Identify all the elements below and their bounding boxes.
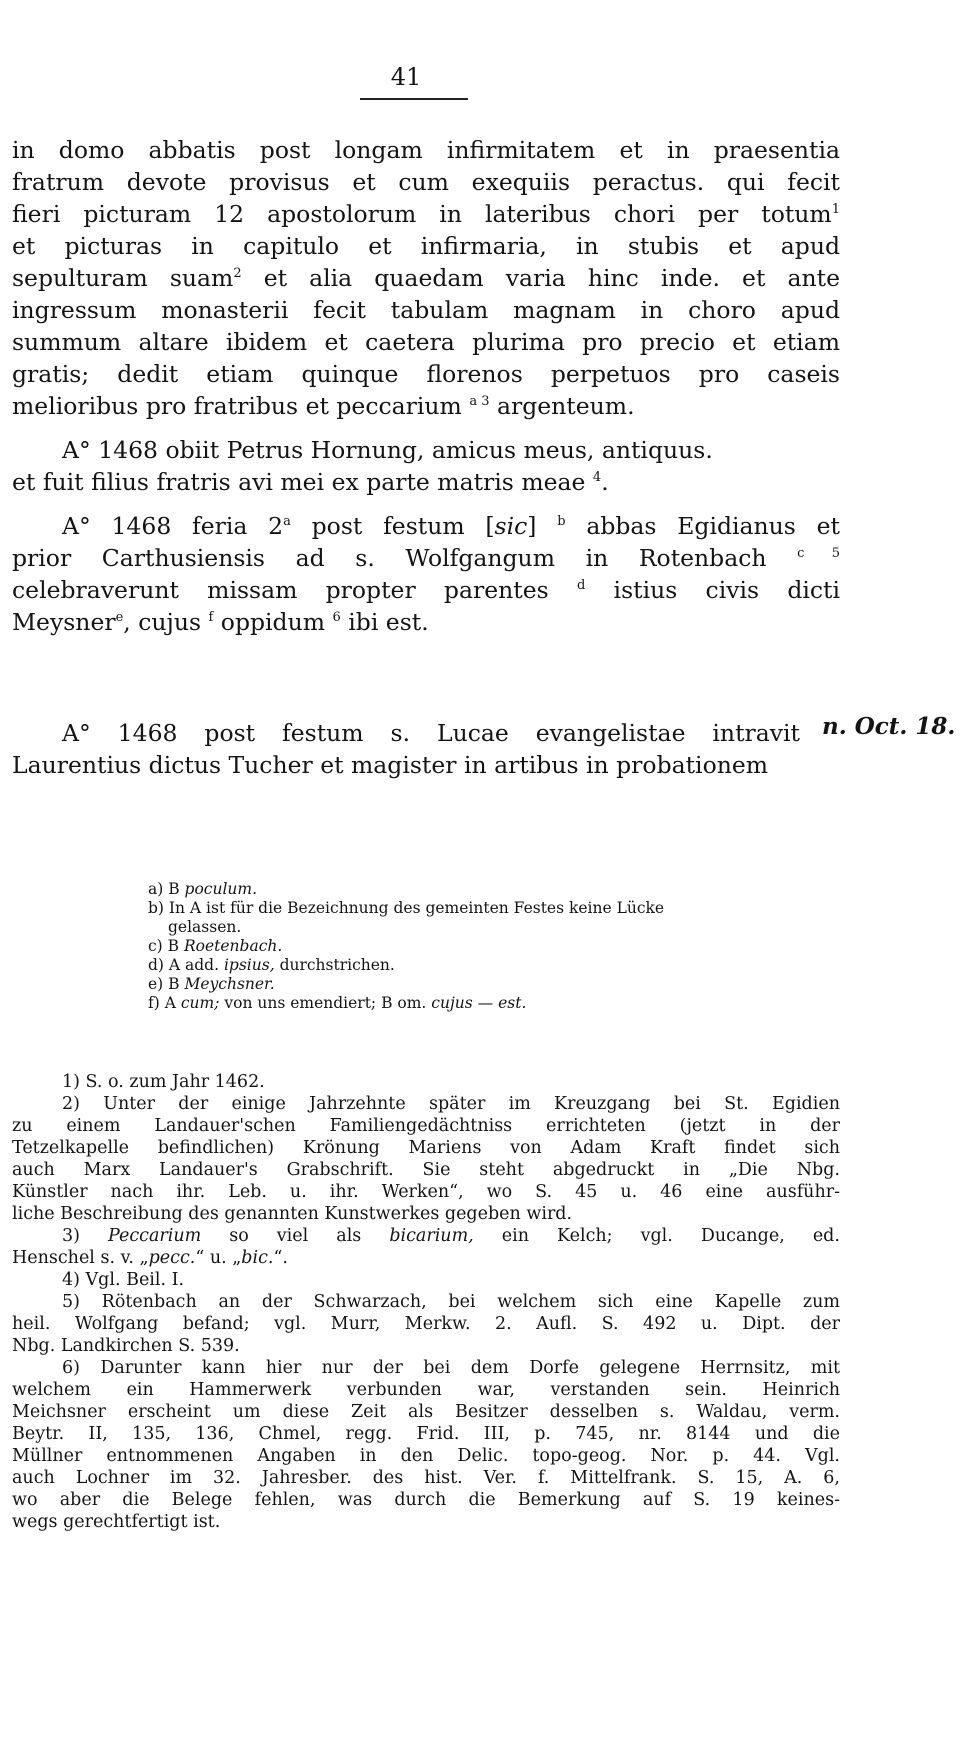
text-segment: — bbox=[477, 994, 494, 1012]
italic-text: bic. bbox=[241, 1248, 274, 1268]
footnote-line: Tetzelkapelle befindlichen) Krönung Mariens von Adam Kraft findet sich bbox=[12, 1138, 840, 1158]
footnote-line: wegs gerechtfertigt ist. bbox=[12, 1512, 221, 1532]
text-segment: argenteum. bbox=[496, 392, 635, 420]
text-line bbox=[12, 606, 840, 638]
text-line bbox=[12, 542, 840, 574]
text-line: et picturas in capitulo et infirmaria, in stubis et apud bbox=[12, 232, 840, 260]
text-segment: fieri picturam 12 apostolorum in lateribus chori per totum bbox=[12, 200, 832, 228]
italic-text: Meychsner. bbox=[184, 975, 275, 993]
variant-marker: d bbox=[576, 578, 586, 593]
variant-marker: a 3 bbox=[469, 394, 490, 409]
text-segment: post festum [ bbox=[311, 512, 495, 540]
sic-note: sic bbox=[494, 512, 528, 540]
margin-date-note: n. Oct. 18. bbox=[822, 713, 956, 740]
text-segment: “. bbox=[273, 1248, 288, 1268]
text-segment: Meysner bbox=[12, 608, 116, 636]
text-line: gratis; dedit etiam quinque florenos perpetuos pro caseis bbox=[12, 360, 840, 388]
text-line bbox=[62, 510, 840, 542]
text-line: summum altare ibidem et caetera plurima pro precio et etiam bbox=[12, 328, 840, 356]
footnote-marker: 1 bbox=[831, 202, 840, 217]
text-segment: so viel als bbox=[229, 1226, 362, 1246]
text-segment: melioribus pro fratribus et peccarium bbox=[12, 392, 462, 420]
italic-text: Peccarium bbox=[108, 1226, 202, 1246]
variant-marker: b bbox=[557, 514, 566, 529]
footnote-line: zu einem Landauer'schen Familiengedächtniss errichteten (jetzt in der bbox=[12, 1116, 840, 1136]
footnote-marker: 6 bbox=[332, 610, 341, 625]
variant-note bbox=[148, 994, 836, 1013]
text-segment: Henschel s. v. „ bbox=[12, 1248, 149, 1268]
text-line: A° 1468 obiit Petrus Hornung, amicus meus, antiquus. bbox=[62, 436, 713, 464]
text-segment: et alia quaedam varia hinc inde. et ante bbox=[263, 264, 840, 292]
text-segment: oppidum bbox=[220, 608, 326, 636]
footnote: 4) Vgl. Beil. I. bbox=[62, 1270, 185, 1290]
text-line: ingressum monasterii fecit tabulam magnam in choro apud bbox=[12, 296, 840, 324]
variant-note: b) In A ist für die Bezeichnung des gemeinten Festes keine Lücke bbox=[148, 899, 665, 917]
text-line bbox=[12, 390, 840, 422]
footnote-line: Meichsner erscheint um diese Zeit als Besitzer desselben s. Waldau, verm. bbox=[12, 1402, 840, 1422]
footnote-line: heil. Wolfgang befand; vgl. Murr, Merkw. 2. Aufl. S. 492 u. Dipt. der bbox=[12, 1314, 840, 1334]
italic-text: pecc. bbox=[148, 1248, 196, 1268]
text-line bbox=[12, 574, 840, 606]
text-segment: ] bbox=[527, 512, 537, 540]
text-line: Laurentius dictus Tucher et magister in artibus in probationem bbox=[12, 751, 769, 779]
footnote-line: auch Lochner im 32. Jahresber. des hist. Ver. f. Mittelfrank. S. 15, A. 6, bbox=[12, 1468, 840, 1488]
text-line bbox=[12, 262, 840, 294]
text-segment: d) A add. bbox=[148, 956, 220, 974]
text-line bbox=[12, 198, 840, 230]
text-segment: et fuit filius fratris avi mei ex parte matris meae bbox=[12, 468, 586, 496]
footnote-line: 5) Rötenbach an der Schwarzach, bei welchem sich eine Kapelle zum bbox=[62, 1292, 840, 1312]
italic-text: poculum. bbox=[184, 880, 258, 898]
italic-text: est. bbox=[498, 994, 527, 1012]
variant-note: gelassen. bbox=[168, 918, 242, 936]
text-segment: A° 1468 feria 2 bbox=[62, 512, 284, 540]
italic-text: ipsius, bbox=[223, 956, 275, 974]
footnote-line: Nbg. Landkirchen S. 539. bbox=[12, 1336, 240, 1356]
text-segment: f) A bbox=[148, 994, 176, 1012]
footnote-line: Müllner entnommenen Angaben in den Delic. topo-geog. Nor. p. 44. Vgl. bbox=[12, 1446, 840, 1466]
text-segment: von uns emendiert; B om. bbox=[224, 994, 427, 1012]
footnote-line: Künstler nach ihr. Leb. u. ihr. Werken“, wo S. 45 u. 46 eine ausführ- bbox=[12, 1182, 840, 1202]
text-segment: durchstrichen. bbox=[279, 956, 395, 974]
text-line: fratrum devote provisus et cum exequiis peractus. qui fecit bbox=[12, 168, 840, 196]
footnote-line: Beytr. II, 135, 136, Chmel, regg. Frid. III, p. 745, nr. 8144 und die bbox=[12, 1424, 840, 1444]
text-segment: e) B bbox=[148, 975, 180, 993]
variant-note bbox=[148, 937, 836, 956]
text-segment: , cujus bbox=[123, 608, 202, 636]
footnote-line: auch Marx Landauer's Grabschrift. Sie steht abgedruckt in „Die Nbg. bbox=[12, 1160, 840, 1180]
variant-note bbox=[148, 880, 836, 899]
footnote-marker: 4 bbox=[592, 470, 602, 485]
text-segment: sepulturam suam bbox=[12, 264, 234, 292]
text-line: A° 1468 post festum s. Lucae evangelistae intravit bbox=[62, 719, 800, 747]
text-segment: istius civis dicti bbox=[613, 576, 840, 604]
text-segment: a) B bbox=[148, 880, 180, 898]
italic-text: cum; bbox=[180, 994, 220, 1012]
footnote-line bbox=[62, 1225, 840, 1247]
text-segment: celebraverunt missam propter parentes bbox=[12, 576, 549, 604]
footnote-line: 6) Darunter kann hier nur der bei dem Dorfe gelegene Herrnsitz, mit bbox=[62, 1358, 840, 1378]
variant-marker: f bbox=[208, 610, 214, 625]
footnote-marker: 2 bbox=[233, 266, 242, 281]
page-number: 41 bbox=[390, 63, 422, 91]
text-segment: “ u. „ bbox=[195, 1248, 242, 1268]
text-segment: . bbox=[601, 468, 609, 496]
text-segment: prior Carthusiensis ad s. Wolfgangum in Rotenbach bbox=[12, 544, 767, 572]
page-number-rule bbox=[360, 98, 468, 100]
text-segment: 3) bbox=[62, 1226, 80, 1246]
footnote-line: welchem ein Hammerwerk verbunden war, verstanden sein. Heinrich bbox=[12, 1380, 840, 1400]
footnote-line: wo aber die Belege fehlen, was durch die Bemerkung auf S. 19 keines- bbox=[12, 1490, 840, 1510]
text-line: in domo abbatis post longam infirmitatem et in praesentia bbox=[12, 136, 840, 164]
footnote-line bbox=[12, 1247, 840, 1269]
variant-marker: c 5 bbox=[797, 546, 841, 561]
italic-text: cujus bbox=[431, 994, 473, 1012]
italic-text: Roetenbach. bbox=[183, 937, 283, 955]
variant-marker: e bbox=[115, 610, 124, 625]
footnote-line: 2) Unter der einige Jahrzehnte später im Kreuzgang bei St. Egidien bbox=[62, 1094, 840, 1114]
text-line bbox=[12, 466, 840, 498]
footnote-line: liche Beschreibung des genannten Kunstwerkes gegeben wird. bbox=[12, 1204, 573, 1224]
text-segment: abbas Egidianus et bbox=[586, 512, 840, 540]
variant-note bbox=[148, 956, 836, 975]
superscript: a bbox=[283, 514, 291, 529]
italic-text: bicarium, bbox=[389, 1226, 474, 1246]
footnote: 1) S. o. zum Jahr 1462. bbox=[62, 1072, 265, 1092]
text-segment: ein Kelch; vgl. Ducange, ed. bbox=[501, 1226, 840, 1246]
variant-note bbox=[148, 975, 836, 994]
text-segment: c) B bbox=[148, 937, 180, 955]
text-segment: ibi est. bbox=[348, 608, 429, 636]
